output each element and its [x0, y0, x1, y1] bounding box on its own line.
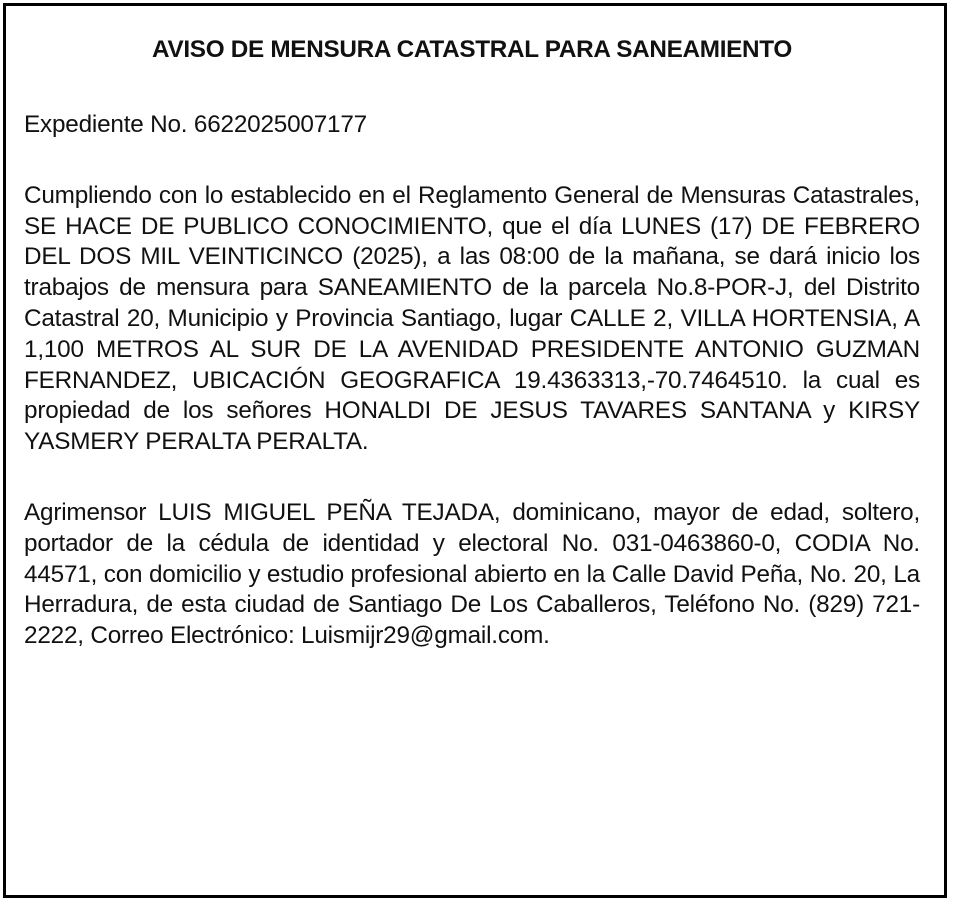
main-paragraph: Cumpliendo con lo establecido en el Reglamento General de Mensuras Catastrales, SE HACE DE PUBLICO CONOCIMIENTO, que el día LUNES (17) DE FEBRERO DEL DOS MIL VEINTICINCO (2025), a las 08:00 de la mañana, se dará inicio los trabajos de mensura para SANEAMIENTO de la parcela No.8-POR-J, del Distrito Catastral 20, Municipio y Provincia Santiago, lugar CALLE 2, VILLA HORTENSIA, A 1,100 METROS AL SUR DE LA AVENIDAD PRESIDENTE ANTONIO GUZMAN FERNANDEZ, UBICACIÓN GEOGRAFICA 19.4363313,-70.7464510. la cual es propiedad de los señores HONALDI DE JESUS TAVARES SANTANA y KIRSY YASMERY PERALTA PERALTA. — [24, 181, 920, 456]
surveyor-paragraph: Agrimensor LUIS MIGUEL PEÑA TEJADA, dominicano, mayor de edad, soltero, portador de la cédula de identidad y electoral No. 031-0463860-0, CODIA No. 44571, con domicilio y estudio profesional abierto en la Calle David Peña, No. 20, La Herradura, de esta ciudad de Santiago De Los Caballeros, Teléfono No. (829) 721-2222, Correo Electrónico: Luismijr29@gmail.com. — [24, 498, 920, 650]
notice-title: AVISO DE MENSURA CATASTRAL PARA SANEAMIENTO — [152, 36, 792, 63]
notice-content — [6, 6, 944, 652]
file-number: Expediente No. 6622025007177 — [24, 111, 367, 138]
notice-frame — [3, 3, 947, 898]
